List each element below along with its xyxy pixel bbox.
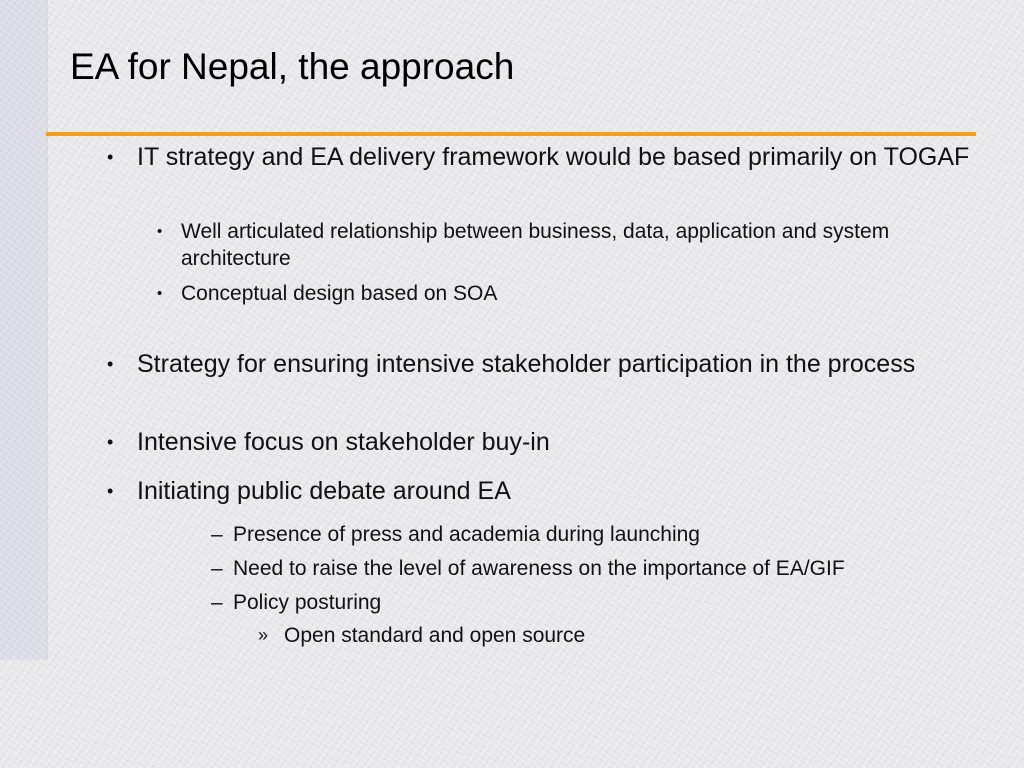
sub-bullet-soa xyxy=(157,280,981,307)
bullet-text: Presence of press and academia during launching xyxy=(233,523,700,546)
bullet-text: Open standard and open source xyxy=(284,624,586,647)
chevron-marker: » xyxy=(258,625,269,645)
bullet-text: Well articulated relationship between business, data, application and system architecture xyxy=(181,220,890,270)
bullet-stakeholder-participation xyxy=(107,349,957,379)
sub-bullet-press-academia xyxy=(211,521,1003,548)
bullet-marker: • xyxy=(107,354,114,374)
sub-sub-bullet-open-standard xyxy=(258,622,984,649)
dash-marker: – xyxy=(211,523,223,546)
bullet-marker: • xyxy=(107,147,114,167)
bullet-text: Need to raise the level of awareness on the importance of EA/GIF xyxy=(233,557,845,580)
bullet-text: Initiating public debate around EA xyxy=(137,477,511,505)
bullet-text: Intensive focus on stakeholder buy-in xyxy=(137,428,550,456)
bullet-marker: • xyxy=(107,481,114,501)
bullet-marker: • xyxy=(157,223,163,240)
bullet-marker: • xyxy=(157,285,163,302)
bullet-text: Conceptual design based on SOA xyxy=(181,282,498,305)
bullet-text: Strategy for ensuring intensive stakeholder participation in the process xyxy=(137,350,916,378)
dash-marker: – xyxy=(211,591,223,614)
bullet-text: IT strategy and EA delivery framework would be based primarily on TOGAF xyxy=(137,143,970,171)
sub-bullet-policy-posturing xyxy=(211,589,1003,616)
bullet-marker: • xyxy=(107,432,114,452)
bullet-stakeholder-buy-in xyxy=(107,427,957,457)
sub-bullet-relationship xyxy=(157,218,981,272)
sub-bullet-awareness xyxy=(211,555,1003,582)
bullet-text: Policy posturing xyxy=(233,591,382,614)
bullet-public-debate xyxy=(107,476,957,506)
bullet-togaf xyxy=(107,142,997,172)
dash-marker: – xyxy=(211,557,223,580)
slide-title: EA for Nepal, the approach xyxy=(70,46,515,87)
